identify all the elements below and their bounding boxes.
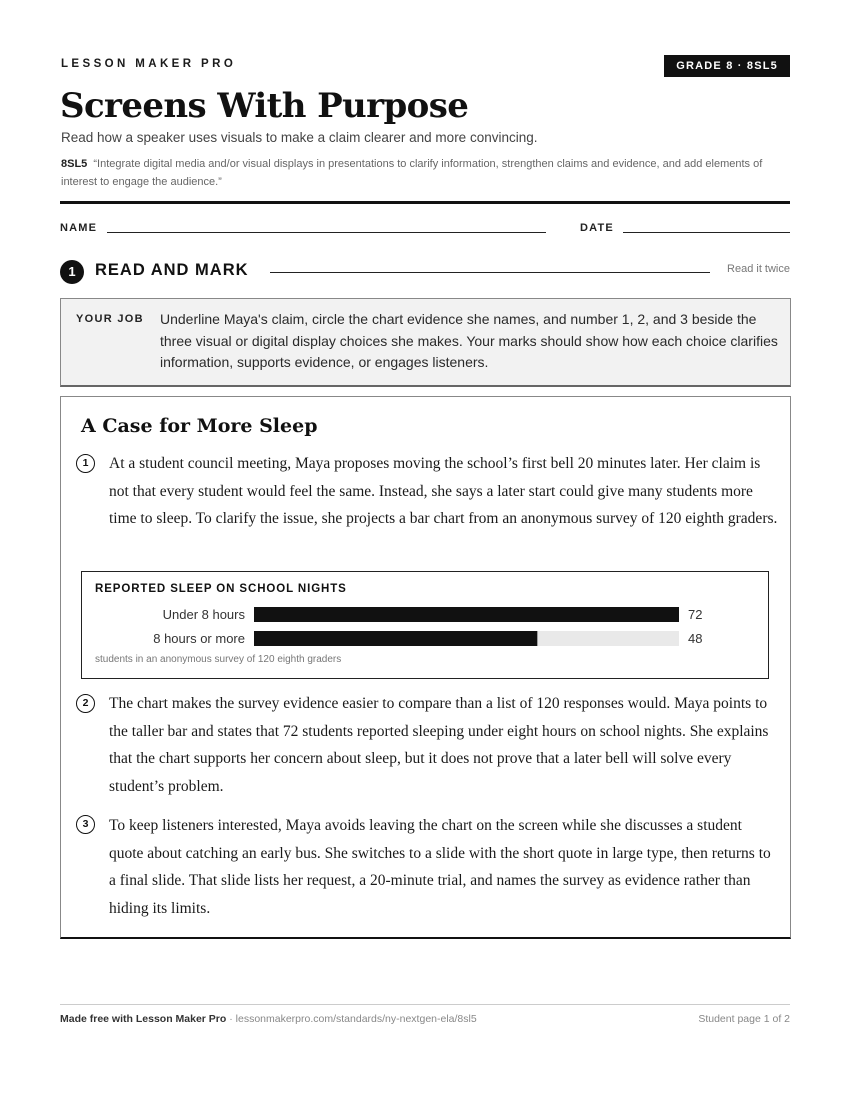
bar-value-1: 72 — [688, 607, 703, 622]
header-divider — [60, 201, 790, 204]
bar-value-2: 48 — [688, 631, 703, 646]
name-label: NAME — [60, 222, 98, 234]
section-note: Read it twice — [727, 263, 790, 275]
bar-2 — [254, 631, 537, 646]
brand-name: LESSON MAKER PRO — [61, 58, 237, 70]
job-instructions-box — [60, 298, 791, 387]
name-field[interactable] — [107, 232, 546, 233]
date-label: DATE — [580, 222, 614, 234]
page-subtitle: Read how a speaker uses visuals to make a claim clearer and more convincing. — [61, 130, 538, 145]
bar-1 — [254, 607, 679, 622]
chart-title: REPORTED SLEEP ON SCHOOL NIGHTS — [95, 583, 347, 595]
chart-note: students in an anonymous survey of 120 eighth graders — [95, 654, 342, 665]
footer-url[interactable]: · lessonmakerpro.com/standards/ny-nextgen-ela/8sl5 — [226, 1013, 477, 1025]
page-title: Screens With Purpose — [60, 86, 469, 126]
reading-passage-box — [60, 396, 791, 939]
section-divider — [270, 272, 710, 273]
job-label: YOUR JOB — [76, 313, 144, 325]
paragraph-number-2: 2 — [76, 694, 95, 713]
bar-label-2: 8 hours or more — [153, 631, 245, 646]
standard-code: 8SL5 — [61, 158, 88, 170]
section-number-badge: 1 — [60, 260, 84, 284]
paragraph-number-1: 1 — [76, 454, 95, 473]
passage-paragraph-2: The chart makes the survey evidence easier to compare than a list of 120 responses would. Maya points to the taller bar and states that 72 students reported sleeping under eight hours on school nights. She explains that the chart supports her concern about sleep, but it does not prove that a later bell will solve every student’s problem. — [109, 695, 769, 795]
sleep-bar-chart — [81, 571, 769, 679]
section-title: READ AND MARK — [95, 261, 249, 279]
standard-text: “Integrate digital media and/or visual displays in presentations to clarify information, strengthen claims and evidence, and add elements of interest to engage the audience.” — [61, 158, 763, 188]
standard-description — [61, 156, 783, 191]
job-text: Underline Maya's claim, circle the chart evidence she names, and number 1, 2, and 3 beside the three visual or digital display choices she makes. Your marks should show how each choice clarifies information, supports evidence, or engages listeners. — [160, 311, 778, 370]
footer-made-with: Made free with Lesson Maker Pro — [60, 1013, 227, 1025]
passage-paragraph-3: To keep listeners interested, Maya avoids leaving the chart on the screen while she discusses a student quote about catching an early bus. She switches to a slide with the short quote in large type, then returns to a final slide. That slide lists her request, a 20-minute trial, and names the survey as evidence rather than hiding its limits. — [109, 817, 771, 917]
footer-credit — [60, 1013, 477, 1025]
paragraph-number-3: 3 — [76, 815, 95, 834]
passage-paragraph-1: At a student council meeting, Maya proposes moving the school’s first bell 20 minutes later. Her claim is not that every student would feel the same. Instead, she says a later start could give many students more time to sleep. To clarify the issue, she projects a bar chart from an anonymous survey of 120 eighth graders. — [109, 455, 778, 527]
grade-badge: GRADE 8 · 8SL5 — [664, 55, 790, 77]
bar-label-1: Under 8 hours — [162, 607, 245, 622]
passage-title: A Case for More Sleep — [81, 415, 318, 437]
footer-page-number: Student page 1 of 2 — [698, 1013, 790, 1025]
footer-divider — [60, 1004, 790, 1005]
date-field[interactable] — [623, 232, 790, 233]
